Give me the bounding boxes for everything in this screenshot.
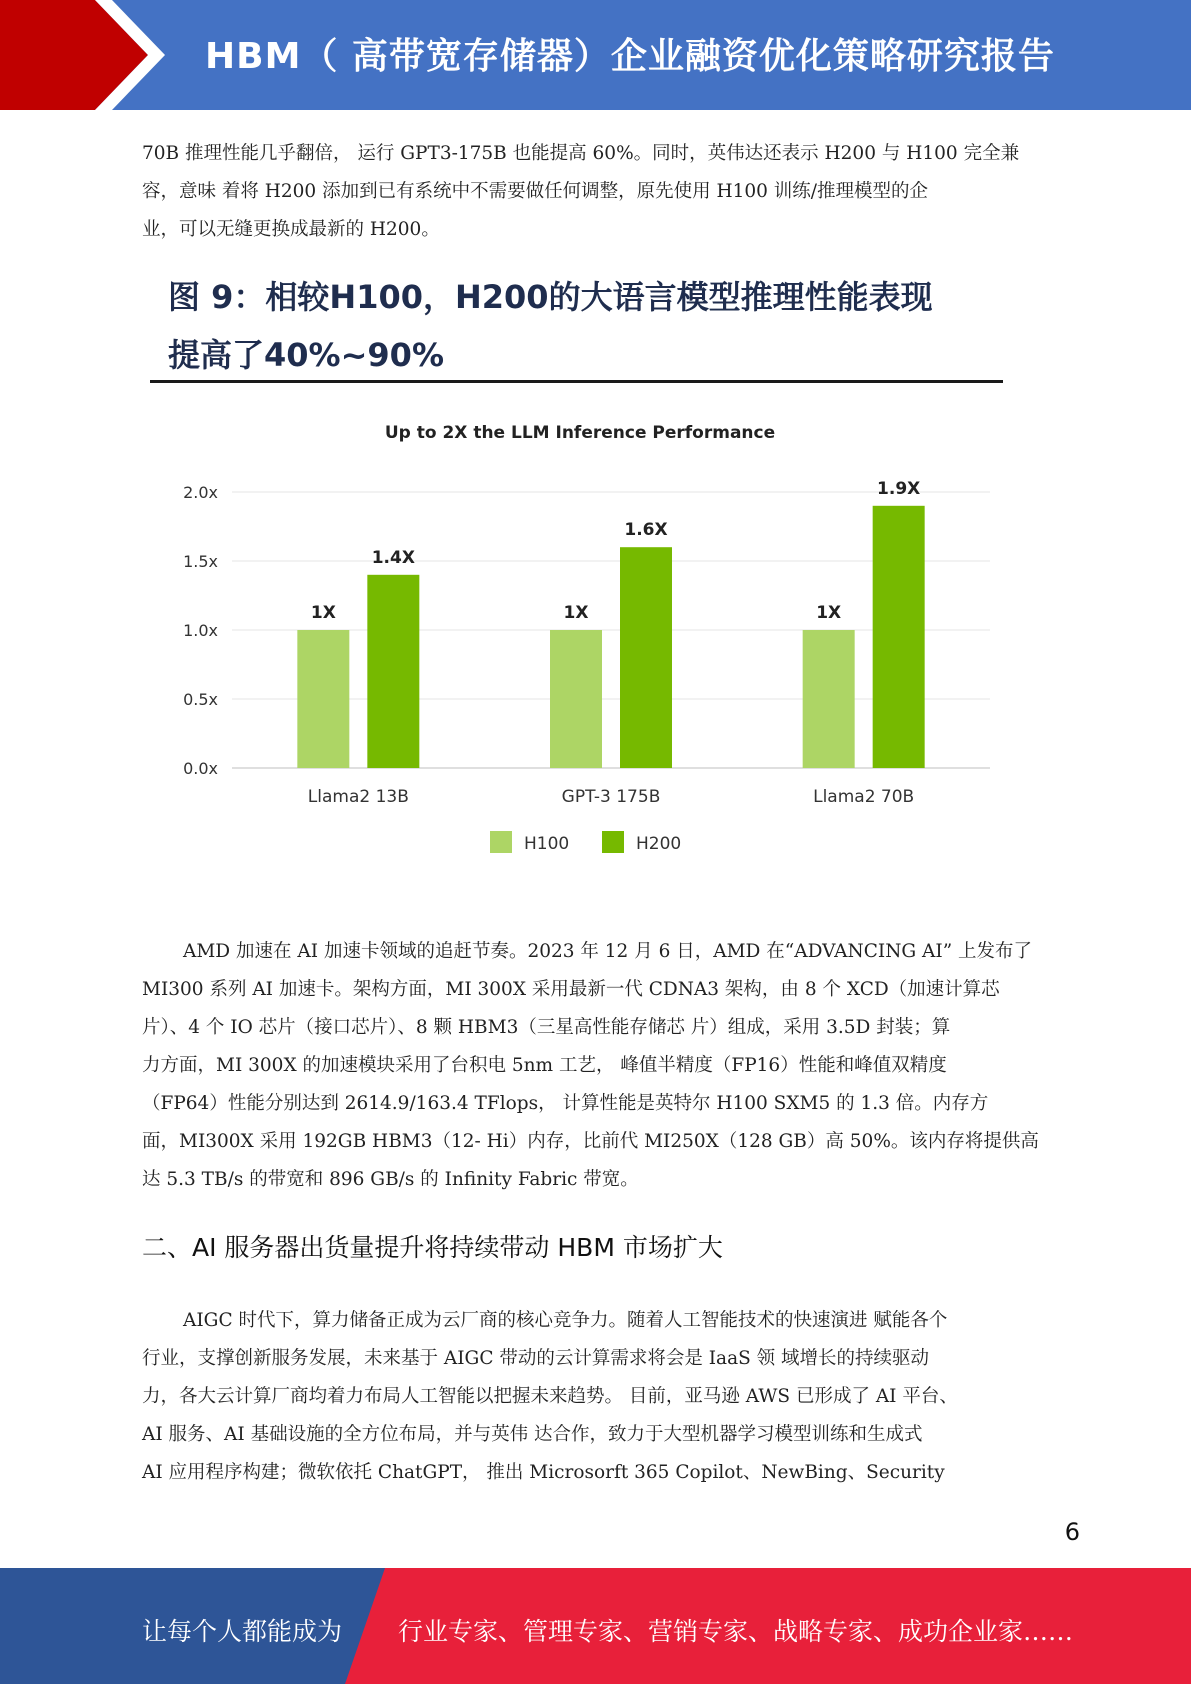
x-tick-label: GPT-3 175B [561, 787, 661, 807]
bar-data-label: 1.6X [624, 520, 668, 541]
bar-data-label: 1X [563, 603, 589, 623]
bar-h200 [873, 506, 925, 768]
text-line: 面，MI300X 采用 192GB HBM3（12- Hi）内存，比前代 MI250X（128 GB）高 50%。该内存将提供高 [142, 1131, 1039, 1152]
x-tick-label: Llama2 70B [813, 787, 915, 807]
figure-title-line1: 图 9：相较H100，H200的大语言模型推理性能表现 [168, 278, 933, 316]
footer-slogan-right: 行业专家、管理专家、营销专家、战略专家、成功企业家…… [398, 1617, 1074, 1646]
bar-data-label: 1X [816, 603, 842, 623]
text-line: 力方面，MI 300X 的加速模块采用了台积电 5nm 工艺， 峰值半精度（FP16）性能和峰值双精度 [142, 1055, 947, 1076]
paragraph-h200-performance [142, 135, 1047, 249]
text-line: MI300 系列 AI 加速卡。架构方面，MI 300X 采用最新一代 CDNA3 架构，由 8 个 XCD（加速计算芯 [142, 979, 1000, 1000]
chart-svg [150, 400, 1010, 880]
text-line: 达 5.3 TB/s 的带宽和 896 GB/s 的 Infinity Fabric 带宽。 [142, 1169, 639, 1190]
bar-data-label: 1.9X [877, 478, 921, 499]
figure-title-underline [150, 380, 1003, 383]
text-line: 力，各大云计算厂商均着力布局人工智能以把握未来趋势。 目前，亚马逊 AWS 已形成了 AI 平台、 [142, 1386, 958, 1407]
text-line: AI 服务、AI 基础设施的全方位布局，并与英伟 达合作，致力于大型机器学习模型训练和生成式 [142, 1424, 923, 1445]
y-tick-label: 1.5x [183, 552, 218, 571]
paragraph-aigc [142, 1302, 1047, 1492]
paragraph-amd-mi300 [142, 933, 1047, 1199]
bar-h100 [297, 630, 349, 768]
legend-label-h200: H200 [636, 834, 682, 854]
section-heading: 二、AI 服务器出货量提升将持续带动 HBM 市场扩大 [142, 1233, 723, 1262]
bar-data-label: 1X [310, 603, 336, 623]
y-tick-label: 0.0x [183, 759, 218, 778]
llm-inference-chart [150, 400, 1010, 880]
legend-swatch-h100 [490, 831, 512, 853]
text-line: （FP64）性能分别达到 2614.9/163.4 TFlops， 计算性能是英特尔 H100 SXM5 的 1.3 倍。内存方 [142, 1093, 989, 1114]
y-tick-label: 2.0x [183, 483, 218, 502]
text-line: AIGC 时代下，算力储备正成为云厂商的核心竞争力。随着人工智能技术的快速演进 赋能各个 [183, 1310, 948, 1331]
bar-h200 [367, 575, 419, 768]
y-tick-label: 0.5x [183, 690, 218, 709]
text-line: AI 应用程序构建；微软依托 ChatGPT， 推出 Microsorft 365 Copilot、NewBing、Security [142, 1462, 945, 1483]
footer-slogan-left: 让每个人都能成为 [142, 1617, 343, 1646]
bar-h100 [803, 630, 855, 768]
text-line: 片）、4 个 IO 芯片（接口芯片）、8 颗 HBM3（三星高性能存储芯 片）组成，采用 3.5D 封装；算 [142, 1017, 951, 1038]
bar-data-label: 1.4X [371, 547, 415, 568]
bar-h200 [620, 547, 672, 768]
text-line: 业，可以无缝更换成最新的 H200。 [142, 219, 440, 240]
figure-title-line2: 提高了40%~90% [168, 336, 445, 374]
text-line: 70B 推理性能几乎翻倍， 运行 GPT3-175B 也能提高 60%。同时，英伟达还表示 H200 与 H100 完全兼 [142, 143, 1020, 164]
x-tick-label: Llama2 13B [307, 787, 409, 807]
legend-label-h100: H100 [524, 834, 570, 854]
legend-swatch-h200 [602, 831, 624, 853]
text-line: 容，意味 着将 H200 添加到已有系统中不需要做任何调整，原先使用 H100 训练/推理模型的企 [142, 181, 929, 202]
y-tick-label: 1.0x [183, 621, 218, 640]
page-footer [0, 1568, 1191, 1684]
figure-title [168, 268, 1028, 384]
bar-h100 [550, 630, 602, 768]
page-number: 6 [1064, 1518, 1080, 1546]
text-line: 行业，支撑创新服务发展，未来基于 AIGC 带动的云计算需求将会是 IaaS 领 域增长的持续驱动 [142, 1348, 930, 1369]
chart-title: Up to 2X the LLM Inference Performance [384, 423, 776, 443]
text-line: AMD 加速在 AI 加速卡领域的追赶节奏。2023 年 12 月 6 日，AMD 在“ADVANCING AI” 上发布了 [183, 941, 1033, 962]
report-title: HBM（ 高带宽存储器）企业融资优化策略研究报告 [205, 36, 1055, 77]
